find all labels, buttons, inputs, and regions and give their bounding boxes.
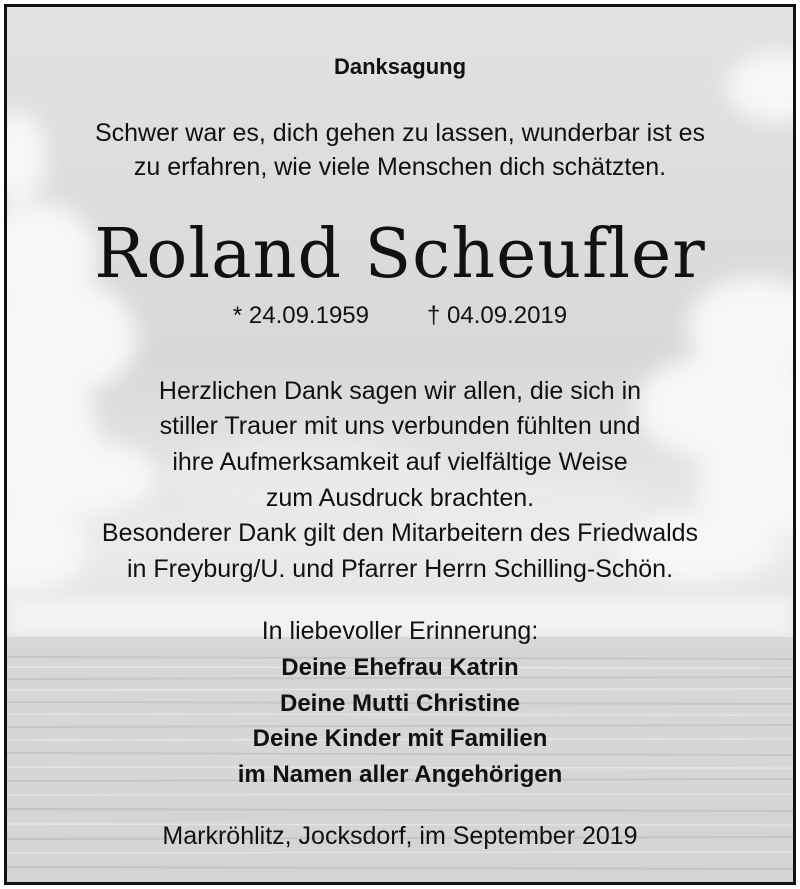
birth-date: * 24.09.1959: [232, 302, 369, 329]
heading: Danksagung: [333, 54, 467, 79]
death-date: † 04.09.2019: [426, 302, 568, 329]
signature-line: Deine Ehefrau Katrin: [281, 654, 519, 681]
thanks-line: Besonderer Dank gilt den Mitarbeitern des Friedwalds: [101, 519, 699, 547]
place-and-date: Markröhlitz, Jocksdorf, im September 2019: [162, 822, 638, 850]
life-dates: [7, 302, 793, 330]
quote-line: zu erfahren, wie viele Menschen dich schätzten.: [133, 153, 667, 181]
memory-intro: In liebevoller Erinnerung:: [261, 617, 539, 645]
thanks-line: zum Ausdruck brachten.: [265, 484, 535, 512]
obituary-frame: [4, 4, 796, 885]
signature-line: Deine Mutti Christine: [279, 690, 520, 717]
thanks-line: in Freyburg/U. und Pfarrer Herrn Schilling-Schön.: [126, 555, 674, 583]
thanks-line: stiller Trauer mit uns verbunden fühlten und: [159, 412, 641, 440]
thanks-line: Herzlichen Dank sagen wir allen, die sich in: [158, 377, 642, 405]
quote-line: Schwer war es, dich gehen zu lassen, wunderbar ist es: [94, 119, 706, 147]
signature-line: Deine Kinder mit Familien: [252, 725, 548, 752]
obituary-content: [7, 7, 793, 882]
thanks-line: ihre Aufmerksamkeit auf vielfältige Weise: [172, 448, 628, 476]
signature-line: im Namen aller Angehörigen: [237, 761, 563, 788]
deceased-name: Roland Scheufler: [94, 215, 706, 294]
